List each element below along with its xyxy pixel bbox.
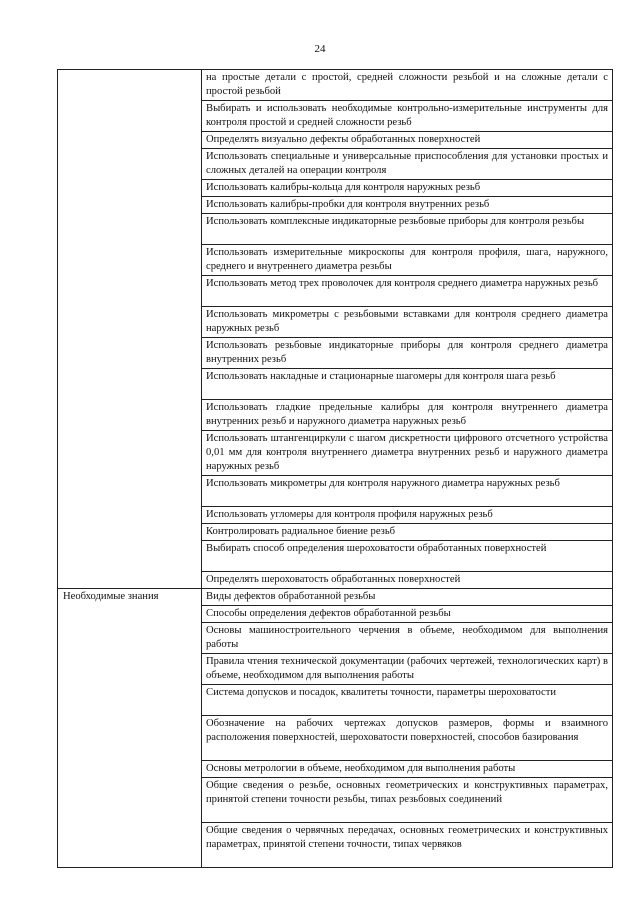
table-cell [202, 572, 613, 589]
table-cell [202, 507, 613, 524]
skill-text: Использовать измерительные микроскопы для контроля профиля, шага, наружного, среднего и внутреннего диаметра резьбы [206, 247, 608, 272]
skill-text: Контролировать радиальное биение резьб [206, 526, 396, 537]
table-cell [202, 276, 613, 307]
table-cell [202, 149, 613, 180]
table-cell [202, 431, 613, 476]
table-cell [202, 101, 613, 132]
skill-text: на простые детали с простой, средней сложности резьбой и на сложные детали с простой резьбой [206, 72, 608, 97]
skill-text: Использовать калибры-пробки для контроля внутренних резьб [206, 199, 490, 210]
skill-text: Использовать специальные и универсальные приспособления для установки простых и сложных деталей на операции контроля [206, 151, 608, 176]
table-cell [202, 685, 613, 716]
skill-text: Использовать метод трех проволочек для контроля среднего диаметра наружных резьб [206, 278, 599, 289]
table-cell [202, 823, 613, 868]
skill-text: Использовать накладные и стационарные шагомеры для контроля шага резьб [206, 371, 556, 382]
knowledge-text: Обозначение на рабочих чертежах допусков размеров, формы и взаимного расположения поверхностей, шероховатости поверхностей, способов базирования [206, 718, 608, 743]
table-cell [202, 623, 613, 654]
skill-text: Использовать калибры-кольца для контроля наружных резьб [206, 182, 481, 193]
table-row [58, 589, 613, 606]
skill-text: Выбирать способ определения шероховатости обработанных поверхностей [206, 543, 547, 554]
table-cell [202, 761, 613, 778]
table-row [58, 70, 613, 101]
section-label-cell [58, 70, 202, 589]
knowledge-text: Основы машиностроительного черчения в объеме, необходимом для выполнения работы [206, 625, 608, 650]
table-cell [202, 197, 613, 214]
table-cell [202, 214, 613, 245]
skill-text: Использовать резьбовые индикаторные приборы для контроля среднего диаметра внутренних резьб [206, 340, 608, 365]
knowledge-text: Основы метрологии в объеме, необходимом для выполнения работы [206, 763, 516, 774]
skill-text: Использовать угломеры для контроля профиля наружных резьб [206, 509, 493, 520]
table-cell [202, 245, 613, 276]
skill-text: Использовать штангенциркули с шагом дискретности цифрового отсчетного устройства 0,01 мм для контроля внутреннего диаметра внутренних резьб и наружного диаметра наружных резьб [206, 433, 608, 472]
section-label-cell [58, 589, 202, 868]
table-cell [202, 307, 613, 338]
knowledge-text: Способы определения дефектов обработанной резьбы [206, 608, 451, 619]
table-cell [202, 476, 613, 507]
table-cell [202, 180, 613, 197]
table-cell [202, 338, 613, 369]
skill-text: Определять визуально дефекты обработанных поверхностей [206, 134, 481, 145]
table-cell [202, 524, 613, 541]
table-cell [202, 70, 613, 101]
knowledge-text: Общие сведения о резьбе, основных геометрических и конструктивных параметрах, принятой степени точности резьбы, типах резьбовых соединений [206, 780, 608, 805]
knowledge-text: Общие сведения о червячных передачах, основных геометрических и конструктивных параметрах, принятой степени точности, типах червяков [206, 825, 608, 850]
page-number: 24 [314, 43, 326, 55]
section-label [58, 70, 201, 71]
table-cell [202, 589, 613, 606]
table-cell [202, 369, 613, 400]
section-label: Необходимые знания [63, 591, 159, 602]
skill-text: Использовать микрометры с резьбовыми вставками для контроля среднего диаметра наружных резьб [206, 309, 608, 334]
table-cell [202, 606, 613, 623]
skill-text: Использовать гладкие предельные калибры для контроля внутреннего диаметра внутренних резьб и наружного диаметра наружных резьб [206, 402, 608, 427]
skill-text: Использовать комплексные индикаторные резьбовые приборы для контроля резьбы [206, 216, 585, 227]
skill-text: Использовать микрометры для контроля наружного диаметра наружных резьб [206, 478, 560, 489]
table-cell [202, 132, 613, 149]
table-cell [202, 778, 613, 823]
table-cell [202, 400, 613, 431]
requirements-table [57, 69, 613, 868]
table-cell [202, 541, 613, 572]
skill-text: Определять шероховатость обработанных поверхностей [206, 574, 461, 585]
skill-text: Выбирать и использовать необходимые контрольно-измерительные инструменты для контроля простой и средней сложности резьб [206, 103, 608, 128]
knowledge-text: Система допусков и посадок, квалитеты точности, параметры шероховатости [206, 687, 557, 698]
table-cell [202, 654, 613, 685]
table-cell [202, 716, 613, 761]
knowledge-text: Правила чтения технической документации (рабочих чертежей, технологических карт) в объеме, необходимом для выполнения работы [206, 656, 608, 681]
knowledge-text: Виды дефектов обработанной резьбы [206, 591, 376, 602]
